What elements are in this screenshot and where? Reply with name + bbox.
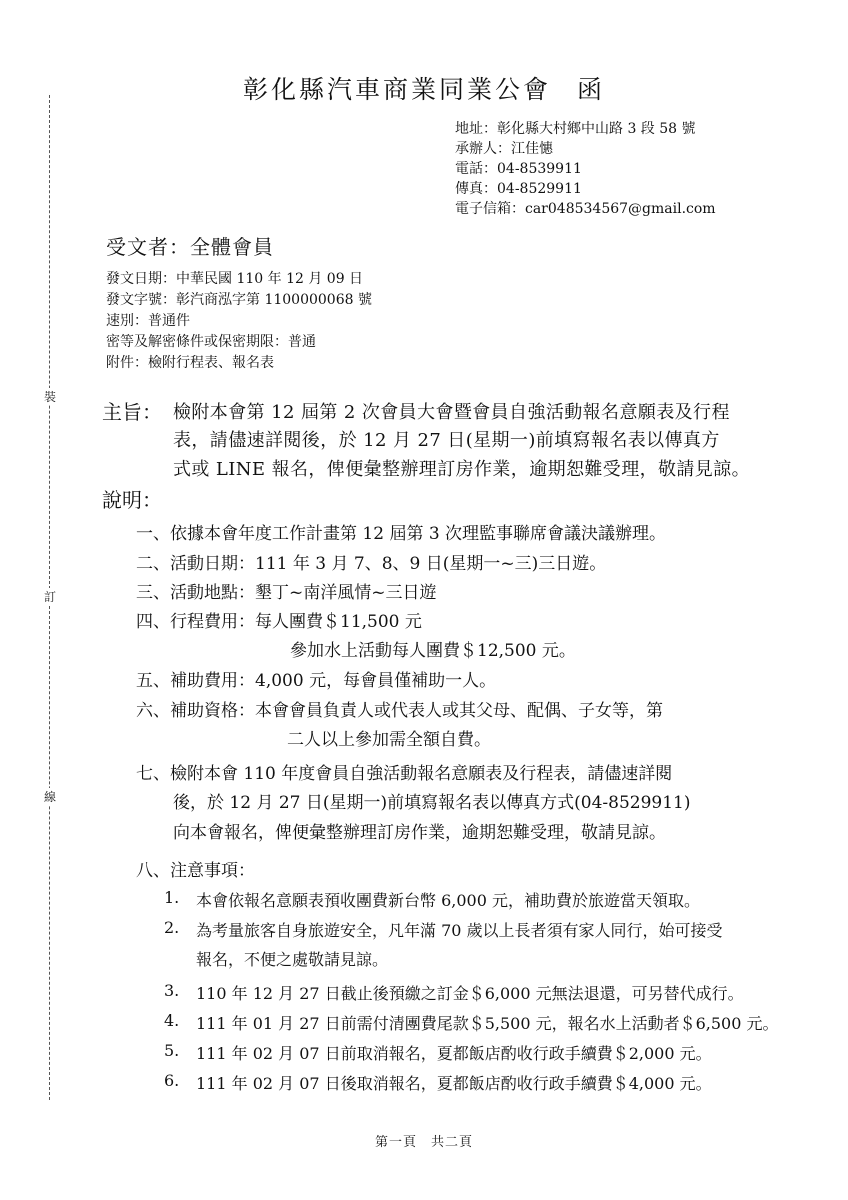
document-title [0,70,848,106]
description-item: 五、補助費用：4,000 元，每會員僅補助一人。 [136,671,497,691]
attachments: 附件：檢附行程表、報名表 [106,355,274,371]
note-line: 111 年 02 月 07 日前取消報名，夏都飯店酌收行政手續費＄2,000 元。 [196,1044,712,1063]
note-number: 2. [164,918,180,937]
subject-line: 表，請儘速詳閱後，於 12 月 27 日(星期一)前填寫報名表以傳真方 [173,430,720,451]
description-item: 一、依據本會年度工作計畫第 12 屆第 3 次理監事聯席會議決議辦理。 [136,524,667,544]
subject-label: 主旨： [102,400,162,424]
sender-contact-person: 承辦人：江佳憓 [455,141,553,157]
sender-address: 地址：彰化縣大村鄉中山路 3 段 58 號 [455,121,696,137]
note-line: 110 年 12 月 27 日截止後預繳之訂金＄6,000 元無法退還，可另替代成行。 [196,984,744,1003]
urgency: 速別：普通件 [106,313,190,329]
note-number: 4. [164,1011,180,1030]
note-line: 為考量旅客自身旅遊安全，凡年滿 70 歲以上長者須有家人同行，始可接受 [196,921,723,940]
description-item: 參加水上活動每人團費＄12,500 元。 [290,641,576,661]
binding-char-zhuang: 裝 [41,388,59,405]
description-item: 二、活動日期：111 年 3 月 7、8、9 日(星期一~三)三日遊。 [136,554,607,574]
issue-date: 發文日期：中華民國 110 年 12 月 09 日 [106,271,364,287]
document-number: 發文字號：彰汽商泓字第 1100000068 號 [106,292,372,308]
description-item: 八、注意事項： [136,861,255,881]
recipient: 受文者：全體會員 [106,235,274,259]
binding-char-ding: 訂 [41,588,59,605]
note-line: 報名，不便之處敬請見諒。 [196,950,389,969]
note-line: 本會依報名意願表預收團費新台幣 6,000 元，補助費於旅遊當天領取。 [196,891,700,910]
confidentiality: 密等及解密條件或保密期限：普通 [106,334,316,350]
subject-line: 檢附本會第 12 屆第 2 次會員大會暨會員自強活動報名意願表及行程 [173,402,730,423]
note-number: 6. [164,1071,180,1090]
issuing-organization: 彰化縣汽車商業同業公會 [242,75,551,104]
sender-email: 電子信箱：car048534567@gmail.com [455,201,716,217]
note-number: 3. [164,981,180,1000]
description-label: 說明： [102,488,162,512]
description-item: 七、檢附本會 110 年度會員自強活動報名意願表及行程表，請儘速詳閱 [136,764,673,784]
subject-line: 式或 LINE 報名，俾便彙整辦理訂房作業，逾期恕難受理，敬請見諒。 [173,459,750,480]
description-item: 六、補助資格：本會會員負責人或代表人或其父母、配偶、子女等，第 [136,701,663,721]
description-item: 後，於 12 月 27 日(星期一)前填寫報名表以傳真方式(04-8529911) [173,793,691,813]
description-item: 向本會報名，俾便彙整辦理訂房作業，逾期恕難受理，敬請見諒。 [173,823,666,843]
sender-phone: 電話：04-8539911 [455,161,582,177]
document-type: 函 [577,75,606,104]
sender-fax: 傳真：04-8529911 [455,181,582,197]
description-item: 四、行程費用：每人團費＄11,500 元 [136,612,422,632]
note-number: 1. [164,888,180,907]
description-item: 三、活動地點：墾丁~南洋風情~三日遊 [136,583,437,603]
page-footer: 第一頁 共二頁 [374,1135,473,1150]
note-line: 111 年 01 月 27 日前需付清團費尾款＄5,500 元，報名水上活動者＄6,500 元。 [196,1014,779,1033]
binding-char-xian: 線 [41,788,59,805]
description-item: 二人以上參加需全額自費。 [287,730,491,750]
note-line: 111 年 02 月 07 日後取消報名，夏都飯店酌收行政手續費＄4,000 元。 [196,1074,712,1093]
note-number: 5. [164,1041,180,1060]
